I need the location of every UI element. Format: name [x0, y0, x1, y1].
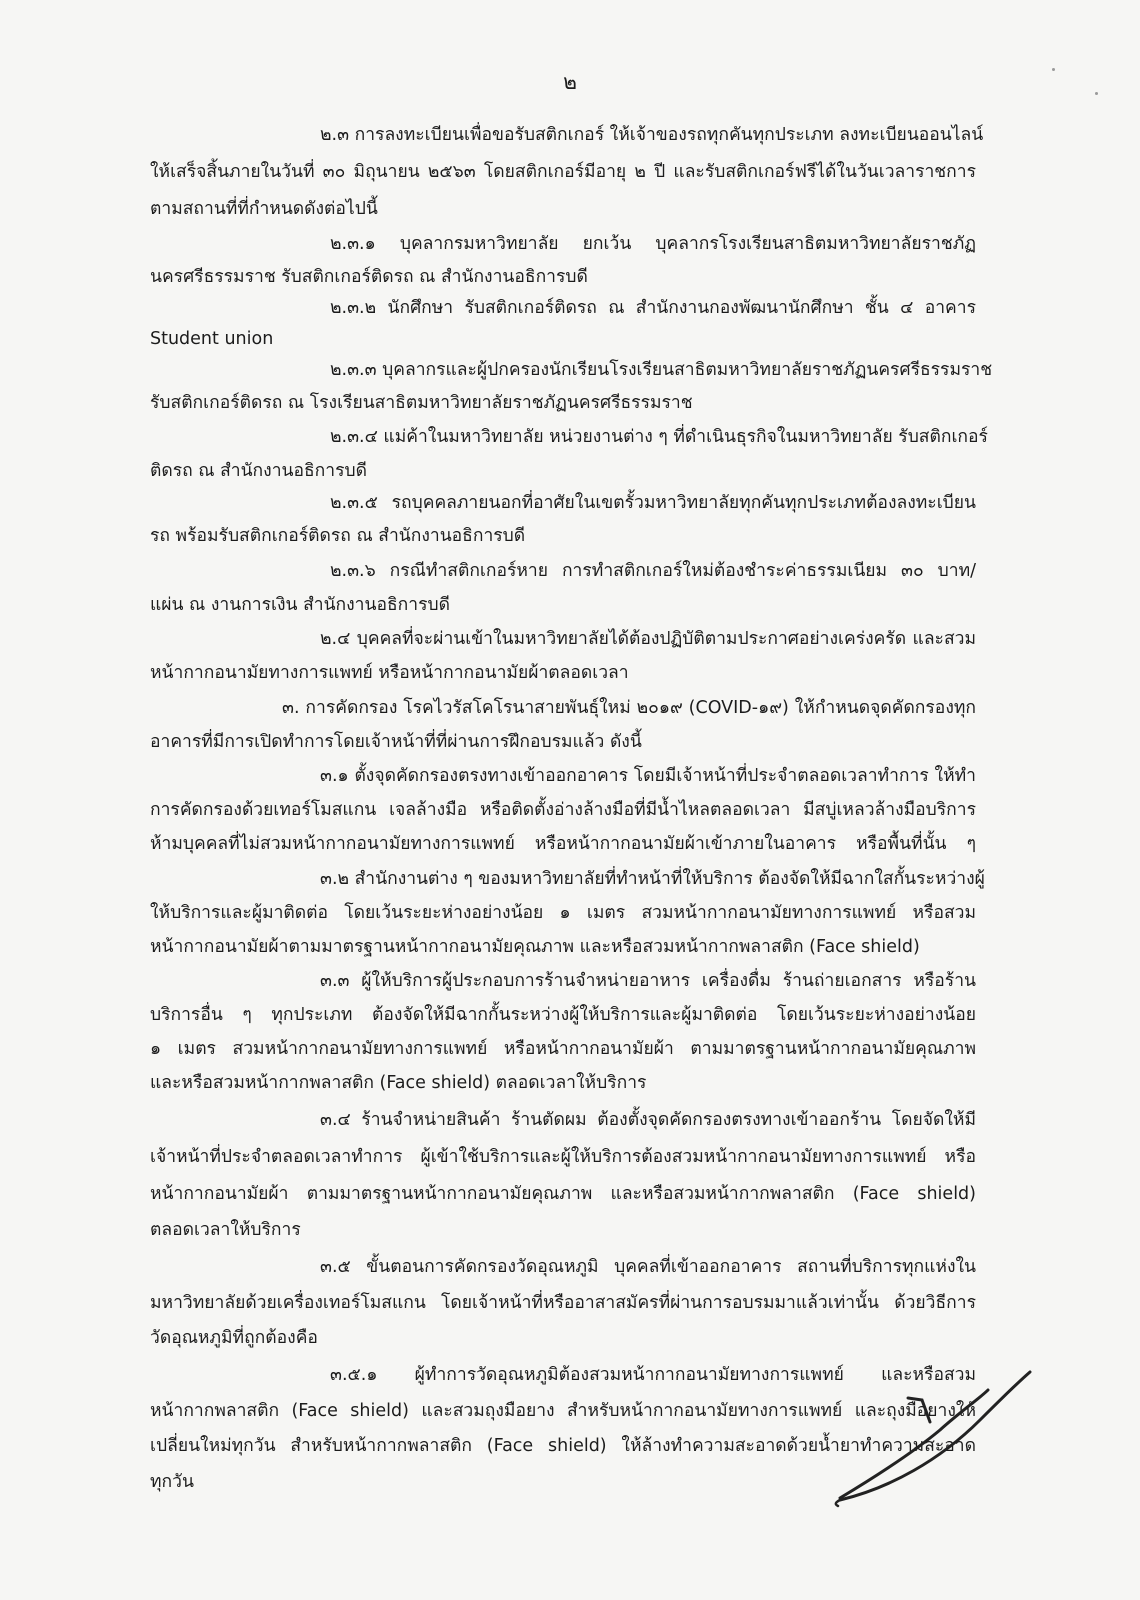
- text-line: ทุกวัน: [150, 1472, 194, 1492]
- text-line: ตามสถานที่ที่กำหนดดังต่อไปนี้: [150, 199, 378, 219]
- text-line: ๒.๓ การลงทะเบียนเพื่อขอรับสติกเกอร์ ให้เจ้าของรถทุกคันทุกประเภท ลงทะเบียนออนไลน์: [320, 125, 984, 145]
- scan-speck: [1052, 68, 1055, 71]
- text-line: ๓.๕ ขั้นตอนการคัดกรองวัดอุณหภูมิ บุคคลที่เข้าออกอาคาร สถานที่บริการทุกแห่งใน: [320, 1257, 976, 1277]
- text-line: ๒.๓.๔ แม่ค้าในมหาวิทยาลัย หน่วยงานต่าง ๆ ที่ดำเนินธุรกิจในมหาวิทยาลัย รับสติกเกอร์: [330, 427, 988, 447]
- text-line: ๓.๔ ร้านจำหน่ายสินค้า ร้านตัดผม ต้องตั้งจุดคัดกรองตรงทางเข้าออกร้าน โดยจัดให้มี: [320, 1110, 976, 1130]
- text-line: ๒.๓.๓ บุคลากรและผู้ปกครองนักเรียนโรงเรียนสาธิตมหาวิทยาลัยราชภัฏนครศรีธรรมราช: [330, 360, 993, 380]
- text-line: ๒.๓.๑ บุคลากรมหาวิทยาลัย ยกเว้น บุคลากรโรงเรียนสาธิตมหาวิทยาลัยราชภัฏ: [330, 234, 976, 254]
- text-line: ห้ามบุคคลที่ไม่สวมหน้ากากอนามัยทางการแพทย์ หรือหน้ากากอนามัยผ้าเข้าภายในอาคาร หรือพื้นที่นั้น ๆ: [150, 834, 976, 854]
- text-line: หน้ากากพลาสติก (Face shield) และสวมถุงมือยาง สำหรับหน้ากากอนามัยทางการแพทย์ และถุงมือยางให้: [150, 1401, 976, 1421]
- text-line: ให้เสร็จสิ้นภายในวันที่ ๓๐ มิถุนายน ๒๕๖๓ โดยสติกเกอร์มีอายุ ๒ ปี และรับสติกเกอร์ฟรีได้ในวันเวลาราชการ: [150, 162, 976, 182]
- page-number: ๒: [563, 70, 577, 94]
- text-line: ๓.๓ ผู้ให้บริการผู้ประกอบการร้านจำหน่ายอาหาร เครื่องดื่ม ร้านถ่ายเอกสาร หรือร้าน: [320, 971, 976, 991]
- text-line: Student union: [150, 329, 274, 349]
- text-line: ๒.๓.๒ นักศึกษา รับสติกเกอร์ติดรถ ณ สำนักงานกองพัฒนานักศึกษา ชั้น ๔ อาคาร: [330, 298, 976, 318]
- text-line: เปลี่ยนใหม่ทุกวัน สำหรับหน้ากากพลาสติก (Face shield) ให้ล้างทำความสะอาดด้วยน้ำยาทำความสะอาด: [150, 1436, 976, 1456]
- text-line: ๓. การคัดกรอง โรคไวรัสโคโรนาสายพันธุ์ใหม่ ๒๐๑๙ (COVID-๑๙) ให้กำหนดจุดคัดกรองทุก: [282, 698, 976, 718]
- text-line: ๓.๑ ตั้งจุดคัดกรองตรงทางเข้าออกอาคาร โดยมีเจ้าหน้าที่ประจำตลอดเวลาทำการ ให้ทำ: [320, 766, 976, 786]
- text-line: การคัดกรองด้วยเทอร์โมสแกน เจลล้างมือ หรือติดตั้งอ่างล้างมือที่มีน้ำไหลตลอดเวลา มีสบู่เหลวล้างมือบริการ: [150, 800, 976, 820]
- text-line: และหรือสวมหน้ากากพลาสติก (Face shield) ตลอดเวลาให้บริการ: [150, 1073, 647, 1093]
- text-line: วัดอุณหภูมิที่ถูกต้องคือ: [150, 1328, 318, 1348]
- text-line: หน้ากากอนามัยทางการแพทย์ หรือหน้ากากอนามัยผ้าตลอดเวลา: [150, 663, 629, 683]
- text-line: ๑ เมตร สวมหน้ากากอนามัยทางการแพทย์ หรือหน้ากากอนามัยผ้า ตามมาตรฐานหน้ากากอนามัยคุณภาพ: [150, 1039, 976, 1059]
- text-line: อาคารที่มีการเปิดทำการโดยเจ้าหน้าที่ที่ผ่านการฝึกอบรมแล้ว ดังนี้: [150, 732, 642, 752]
- text-line: เจ้าหน้าที่ประจำตลอดเวลาทำการ ผู้เข้าใช้บริการและผู้ให้บริการต้องสวมหน้ากากอนามัยทางการแพทย์ หรือ: [150, 1147, 976, 1167]
- text-line: ๒.๓.๕ รถบุคคลภายนอกที่อาศัยในเขตรั้วมหาวิทยาลัยทุกคันทุกประเภทต้องลงทะเบียน: [330, 493, 976, 513]
- text-line: นครศรีธรรมราช รับสติกเกอร์ติดรถ ณ สำนักงานอธิการบดี: [150, 267, 588, 287]
- text-line: มหาวิทยาลัยด้วยเครื่องเทอร์โมสแกน โดยเจ้าหน้าที่หรืออาสาสมัครที่ผ่านการอบรมมาแล้วเท่านั้น ด้วยวิธีการ: [150, 1293, 976, 1313]
- scan-speck: [1095, 92, 1098, 95]
- text-line: หน้ากากอนามัยผ้าตามมาตรฐานหน้ากากอนามัยคุณภาพ และหรือสวมหน้ากากพลาสติก (Face shield): [150, 937, 920, 957]
- signature-mark: [830, 1360, 1040, 1510]
- text-line: รับสติกเกอร์ติดรถ ณ โรงเรียนสาธิตมหาวิทยาลัยราชภัฏนครศรีธรรมราช: [150, 393, 693, 413]
- text-line: หน้ากากอนามัยผ้า ตามมาตรฐานหน้ากากอนามัยคุณภาพ และหรือสวมหน้ากากพลาสติก (Face shield): [150, 1184, 976, 1204]
- text-line: ติดรถ ณ สำนักงานอธิการบดี: [150, 461, 367, 481]
- text-line: บริการอื่น ๆ ทุกประเภท ต้องจัดให้มีฉากกั้นระหว่างผู้ให้บริการและผู้มาติดต่อ โดยเว้นระยะห่างอย่างน้อย: [150, 1005, 976, 1025]
- text-line: ตลอดเวลาให้บริการ: [150, 1220, 301, 1240]
- text-line: ๒.๓.๖ กรณีทำสติกเกอร์หาย การทำสติกเกอร์ใหม่ต้องชำระค่าธรรมเนียม ๓๐ บาท/: [330, 561, 976, 581]
- text-line: ๓.๒ สำนักงานต่าง ๆ ของมหาวิทยาลัยที่ทำหน้าที่ให้บริการ ต้องจัดให้มีฉากใสกั้นระหว่างผู้: [320, 869, 985, 889]
- text-line: ๒.๔ บุคคลที่จะผ่านเข้าในมหาวิทยาลัยได้ต้องปฏิบัติตามประกาศอย่างเคร่งครัด และสวม: [320, 629, 976, 649]
- text-line: รถ พร้อมรับสติกเกอร์ติดรถ ณ สำนักงานอธิการบดี: [150, 526, 526, 546]
- text-line: ให้บริการและผู้มาติดต่อ โดยเว้นระยะห่างอย่างน้อย ๑ เมตร สวมหน้ากากอนามัยทางการแพทย์ หรือสวม: [150, 903, 976, 923]
- text-line: ๓.๕.๑ ผู้ทำการวัดอุณหภูมิต้องสวมหน้ากากอนามัยทางการแพทย์ และหรือสวม: [330, 1365, 976, 1385]
- text-line: แผ่น ณ งานการเงิน สำนักงานอธิการบดี: [150, 595, 450, 615]
